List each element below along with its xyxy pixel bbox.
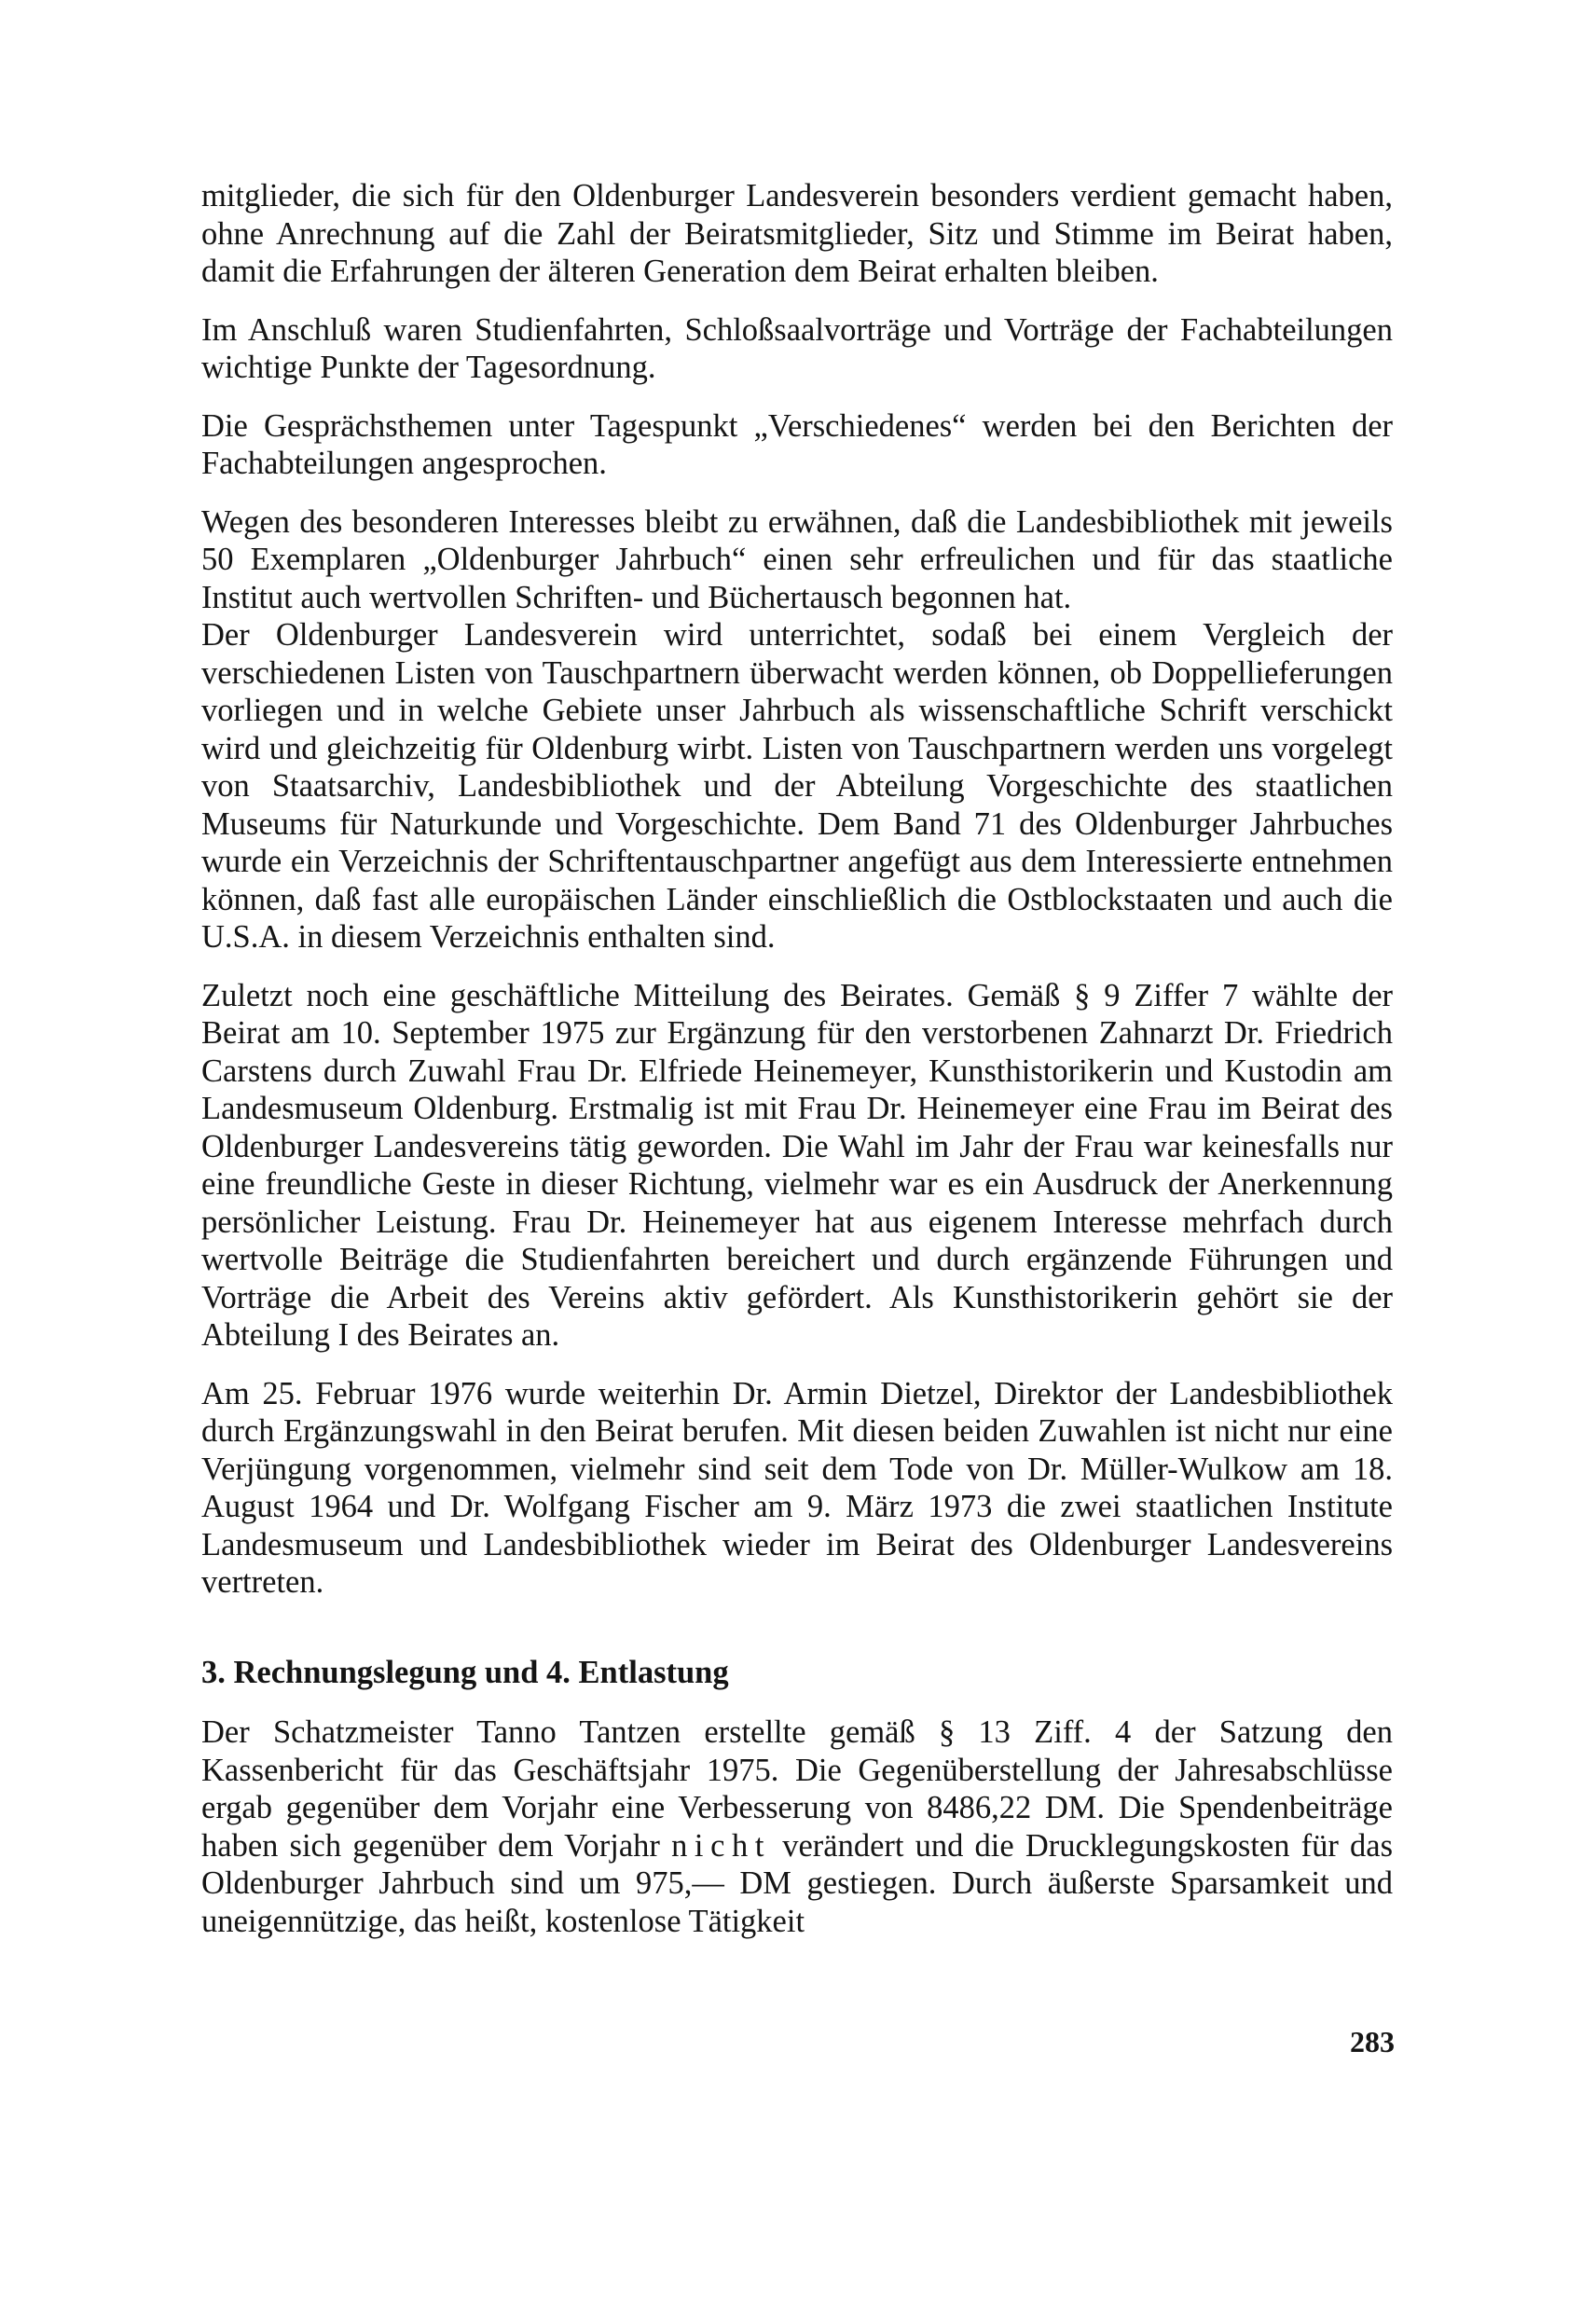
document-page [201, 177, 1393, 1940]
paragraph-library-exchange: Wegen des besonderen Interesses bleibt zu erwähnen, daß die Landesbibliothek mit jeweils 50 Exemplaren „Oldenburger Jahrbuch“ einen sehr erfreulichen und für das staatliche Institut auch wertvollen Schriften- und Büchertausch begonnen hat. [201, 503, 1393, 615]
page-number: 283 [1350, 2025, 1395, 2058]
paragraph-board-election: Zuletzt noch eine geschäftliche Mitteilung des Beirates. Gemäß § 9 Ziffer 7 wählte der Beirat am 10. September 1975 zur Ergänzung für den verstorbenen Zahnarzt Dr. Friedrich Carstens durch Zuwahl Frau Dr. Elfriede Heinemeyer, Kunsthistorikerin und Kustodin am Landesmuseum Oldenburg. Erstmalig ist mit Frau Dr. Heinemeyer eine Frau im Beirat des Oldenburger Landesvereins tätig geworden. Die Wahl im Jahr der Frau war keinesfalls nur eine freundliche Geste in dieser Richtung, vielmehr war es ein Ausdruck der Anerkennung persönlicher Leistung. Frau Dr. Heinemeyer hat aus eigenem Interesse mehrfach durch wertvolle Beiträge die Studienfahrten bereichert und durch ergänzende Führungen und Vorträge die Arbeit des Vereins aktiv gefördert. Als Kunsthistorikerin gehört sie der Abteilung I des Beirates an. [201, 977, 1393, 1353]
paragraph-agenda: Im Anschluß waren Studienfahrten, Schloßsaalvorträge und Vorträge der Fachabteilungen wichtige Punkte der Tagesordnung. [201, 311, 1393, 385]
treasurer-report-part1: Der Schatzmeister Tanno Tantzen erstellte gemäß § 13 Ziff. 4 der Satzung den Kassenbericht für das Geschäftsjahr 1975. Die Gegenüberstellung der Jahresabschlüsse ergab gegenüber dem Vorjahr eine Verbesserung von 8486,22 DM. Die Spendenbeiträge haben sich gegenüber dem Vorjahr [201, 1714, 1393, 1864]
paragraph-exchange-partners: Der Oldenburger Landesverein wird unterrichtet, sodaß bei einem Vergleich der verschiedenen Listen von Tauschpartnern überwacht werden können, ob Doppellieferungen vorliegen und in welche Gebiete unser Jahrbuch als wissenschaftliche Schrift verschickt wird und gleichzeitig für Oldenburg wirbt. Listen von Tauschpartnern werden uns vorgelegt von Staatsarchiv, Landesbibliothek und der Abteilung Vorgeschichte des staatlichen Museums für Naturkunde und Vorgeschichte. Dem Band 71 des Oldenburger Jahrbuches wurde ein Verzeichnis der Schriftentauschpartner angefügt aus dem Interessierte entnehmen können, daß fast alle europäischen Länder einschließlich die Ostblockstaaten und auch die U.S.A. in diesem Verzeichnis enthalten sind. [201, 617, 1393, 955]
paragraph-treasurer-report [201, 1713, 1393, 1940]
section-heading: 3. Rechnungslegung und 4. Entlastung [201, 1654, 729, 1690]
treasurer-report-part2: verändert und die Drucklegungskosten für das Oldenburger Jahrbuch sind um 975,— DM gestiegen. Durch äußerste Sparsamkeit und uneigennützige, das heißt, kostenlose Tätigkeit [201, 1827, 1394, 1939]
treasurer-report-emphasis: nicht [671, 1827, 772, 1864]
paragraph-discussion-topics: Die Gesprächsthemen unter Tagespunkt „Verschiedenes“ werden bei den Berichten der Fachabteilungen angesprochen. [201, 407, 1393, 481]
paragraph-supplementary-election: Am 25. Februar 1976 wurde weiterhin Dr. Armin Dietzel, Direktor der Landesbibliothek durch Ergänzungswahl in den Beirat berufen. Mit diesen beiden Zuwahlen ist nicht nur eine Verjüngung vorgenommen, vielmehr sind seit dem Tode von Dr. Müller-Wulkow am 18. August 1964 und Dr. Wolfgang Fischer am 9. März 1973 die zwei staatlichen Institute Landesmuseum und Landesbibliothek wieder im Beirat des Oldenburger Landesvereins vertreten. [201, 1375, 1393, 1600]
paragraph-beirat-members: mitglieder, die sich für den Oldenburger Landesverein besonders verdient gemacht haben, ohne Anrechnung auf die Zahl der Beiratsmitglieder, Sitz und Stimme im Beirat haben, damit die Erfahrungen der älteren Generation dem Beirat erhalten bleiben. [201, 178, 1393, 289]
